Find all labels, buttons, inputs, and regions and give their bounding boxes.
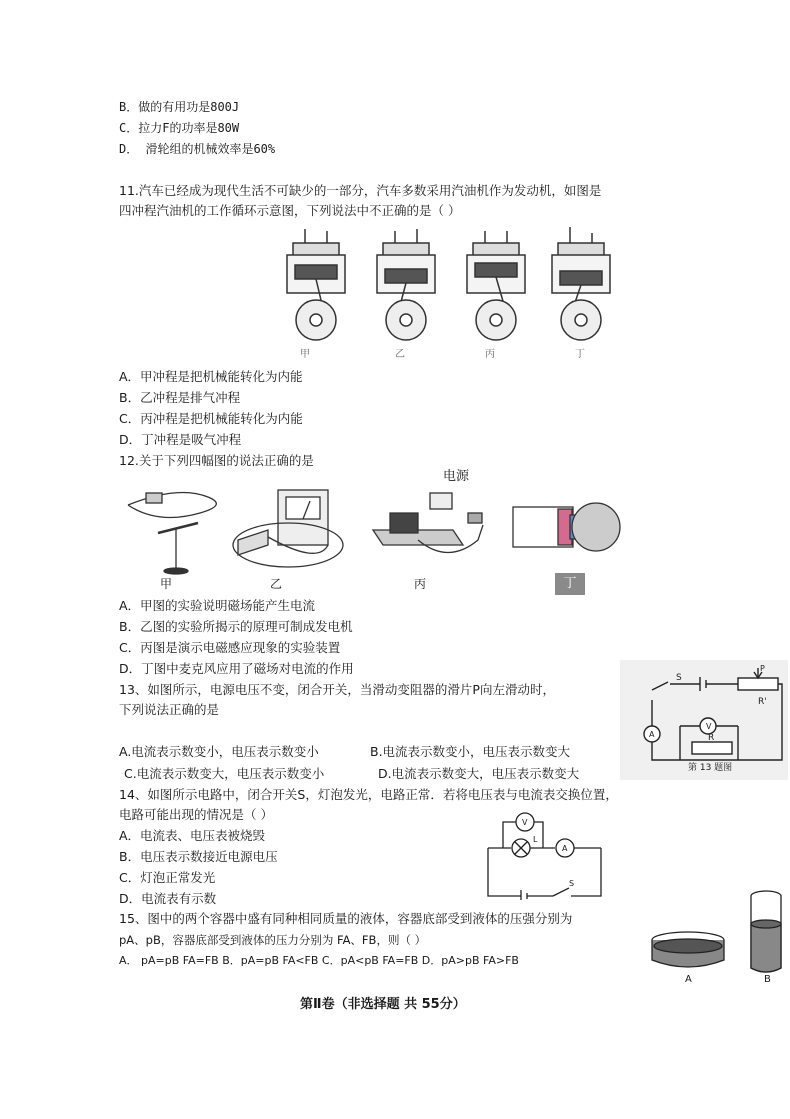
q11-stem-line2: 四冲程汽油机的工作循环示意图，下列说法中不正确的是（ ） <box>119 203 461 218</box>
q14-option-a: A．电流表、电压表被烧毁 <box>119 828 266 843</box>
svg-text:R': R' <box>758 697 767 707</box>
q14-stem-line2: 电路可能出现的情况是（ ） <box>119 807 273 822</box>
q11-option-b: B．乙冲程是排气冲程 <box>119 390 241 405</box>
q14-circuit-figure <box>483 810 608 900</box>
q15-containers-figure <box>648 888 788 988</box>
q13-fig-caption: 第 13 题图 <box>688 763 733 773</box>
q11-option-a: A．甲冲程是把机械能转化为内能 <box>119 369 303 384</box>
q11-fig-label-yi: 乙 <box>395 349 405 360</box>
q12-power-label: 电源 <box>443 469 470 484</box>
q12-fig-label-yi: 乙 <box>270 577 283 591</box>
q11-fig-label-jia: 甲 <box>300 349 310 360</box>
q11-stem-line1: 11.汽车已经成为现代生活不可缺少的一部分，汽车多数采用汽油机作为发动机，如图是 <box>119 183 602 198</box>
q12-fig-label-ding: 丁 <box>555 573 585 595</box>
prev-option-b: B．做的有用功是800J <box>119 100 240 114</box>
svg-text:S: S <box>676 673 682 683</box>
svg-text:P: P <box>760 664 765 673</box>
q14-stem-line1: 14、如图所示电路中，闭合开关S，灯泡发光，电路正常．若将电压表与电流表交换位置， <box>119 787 618 802</box>
q13-option-b: B.电流表示数变小，电压表示数变大 <box>370 744 571 759</box>
q14-option-c: C．灯泡正常发光 <box>119 870 216 885</box>
q12-fig-label-jia: 甲 <box>160 577 173 591</box>
q13-option-a: A.电流表示数变小，电压表示数变小 <box>119 744 319 759</box>
q11-fig-label-bing: 丙 <box>485 349 495 360</box>
q13-option-c: C.电流表示数变大，电压表示数变小 <box>124 766 325 781</box>
q15-options: A． pA=pB FA=FB B．pA=pB FA<FB C．pA<pB FA=FB D．pA>pB FA>FB <box>119 954 519 967</box>
prev-option-c: C．拉力F的功率是80W <box>119 121 240 135</box>
q13-option-d: D.电流表示数变大，电压表示数变大 <box>378 766 580 781</box>
section-title: 第Ⅱ卷（非选择题 共 55分） <box>300 997 466 1012</box>
svg-text:V: V <box>522 818 528 827</box>
q11-fig-label-ding: 丁 <box>575 349 585 360</box>
q12-option-c: C．丙图是演示电磁感应现象的实验装置 <box>119 640 341 655</box>
prev-option-d: D． 滑轮组的机械效率是60% <box>119 142 276 156</box>
svg-text:R: R <box>708 733 715 743</box>
svg-text:A: A <box>562 844 568 853</box>
q13-stem-line2: 下列说法正确的是 <box>119 702 220 717</box>
q15-container-label-a: A <box>685 974 692 985</box>
q15-stem-line2: pA、pB，容器底部受到液体的压力分别为 FA、FB，则（ ） <box>119 933 427 947</box>
q12-option-d: D．丁图中麦克风应用了磁场对电流的作用 <box>119 661 354 676</box>
q12-fig-label-bing: 丙 <box>414 577 427 591</box>
q14-option-b: B．电压表示数接近电源电压 <box>119 849 278 864</box>
q12-option-a: A．甲图的实验说明磁场能产生电流 <box>119 598 316 613</box>
four-stroke-engine-figure <box>265 225 615 360</box>
q13-stem-line1: 13、如图所示，电源电压不变，闭合开关，当滑动变阻器的滑片P向左滑动时， <box>119 682 555 697</box>
q12-option-b: B．乙图的实验所揭示的原理可制成发电机 <box>119 619 353 634</box>
q12-four-figures <box>118 485 623 580</box>
svg-text:A: A <box>649 730 655 739</box>
q12-stem: 12.关于下列四幅图的说法正确的是 <box>119 453 314 468</box>
svg-text:V: V <box>706 722 712 731</box>
q15-stem-line1: 15、图中的两个容器中盛有同种相同质量的液体，容器底部受到液体的压强分别为 <box>119 911 573 926</box>
q11-option-c: C．丙冲程是把机械能转化为内能 <box>119 411 303 426</box>
svg-text:L: L <box>533 835 538 844</box>
q15-container-label-b: B <box>764 974 771 985</box>
svg-text:S: S <box>569 879 575 888</box>
q11-option-d: D．丁冲程是吸气冲程 <box>119 432 242 447</box>
q14-option-d: D．电流表有示数 <box>119 891 217 906</box>
